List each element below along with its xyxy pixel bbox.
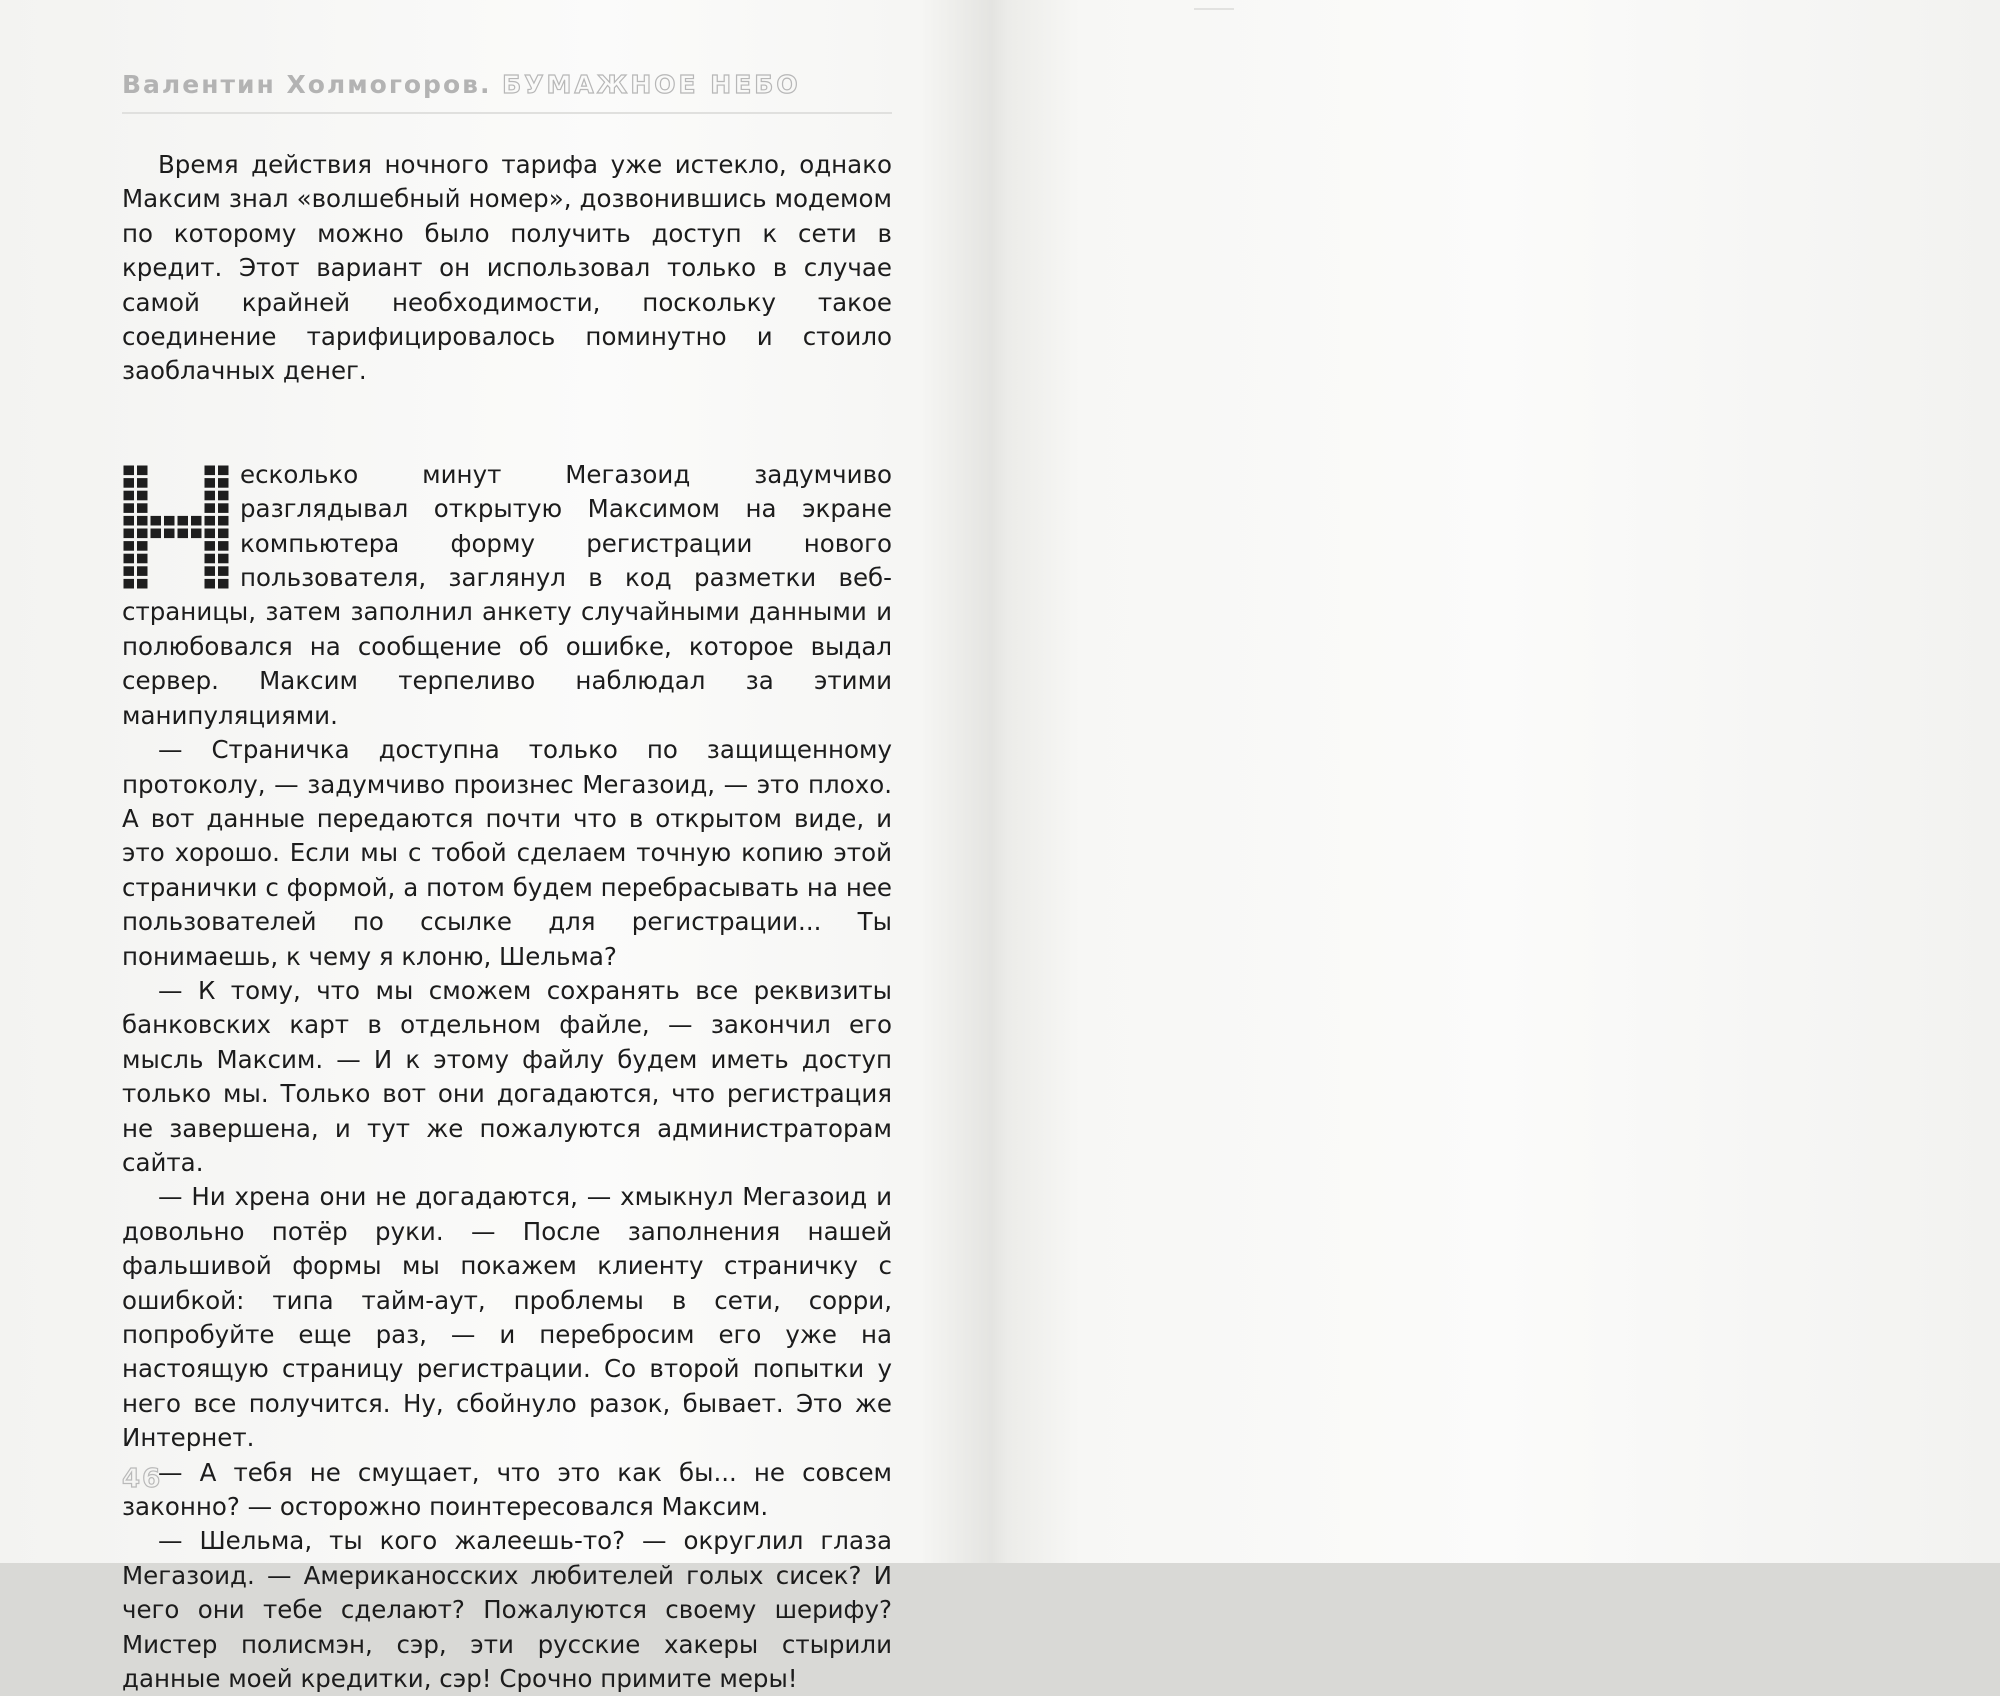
drop-cap-pixel [124,579,135,589]
drop-cap-pixel [178,516,189,526]
drop-cap-pixel [178,528,189,538]
drop-cap-pixel [124,516,135,526]
drop-cap-pixel [137,528,148,538]
drop-cap-pixel [191,528,202,538]
drop-cap-pixel [218,465,229,475]
dialogue-paragraph: — Шельма, ты кого жалеешь-то? — округлил глаза Мегазоид. — Американосских любителей голых сисек? И чего они тебе сделают? Пожалуются своему шерифу? Мистер полисмэн, сэр, эти русские хакеры стырили данные моей кредитки, сэр! Срочно примите меры! [122,1526,892,1694]
drop-cap-pixel [151,528,162,538]
left-running-header [122,70,892,114]
drop-cap-pixel [137,541,148,551]
drop-cap-pixel [205,528,216,538]
drop-cap-pixel [124,491,135,501]
drop-cap-pixel [164,528,175,538]
drop-cap-pixel [124,528,135,538]
header-author: Валентин Холмогоров. [122,70,492,99]
drop-cap-pixel [151,516,162,526]
dialogue-paragraph: — Ни хрена они не догадаются, — хмыкнул Мегазоид и довольно потёр руки. — После заполнения нашей фальшивой формы мы покажем клиенту страничку с ошибкой: типа тайм-аут, проблемы в сети, сорри, попробуйте еще раз, — и перебросим его уже на настоящую страницу регистрации. Со второй попытки у него все получится. Ну, сбойнуло разок, бывает. Это же Интернет. [122,1182,892,1453]
drop-cap-pixel [137,465,148,475]
left-text-column [122,148,892,1696]
dialogue-paragraph: — К тому, что мы сможем сохранять все реквизиты банковских карт в отдельном файле, — закончил его мысль Максим. — И к этому файлу будем иметь доступ только мы. Только вот они догадаются, что регистрация не завершена, и тут же пожалуются администраторам сайта. [122,975,892,1177]
drop-cap-pixel [124,566,135,576]
drop-cap-pixel [137,566,148,576]
drop-cap-pixel [205,465,216,475]
drop-cap-pixel [191,516,202,526]
drop-cap-pixel [218,528,229,538]
drop-cap-pixel [218,478,229,488]
drop-cap-pixel [218,566,229,576]
drop-cap-n [122,464,230,590]
section-paragraph: есколько минут Мегазоид задумчиво разглядывал открытую Максимом на экране компьютера форму регистрации нового пользователя, заглянул в код разметки веб-страницы, затем заполнил анкету случайными данными и полюбовался на сообщение об ошибке, которое выдал сервер. Максим терпеливо наблюдал за этими манипуляциями. [122,459,892,730]
dialogue-paragraph: — А тебя не смущает, что это как бы... не совсем законно? — осторожно поинтересовался Максим. [122,1457,892,1522]
drop-cap-pixel [164,516,175,526]
drop-cap-pixel [137,516,148,526]
header-book-title: БУМАЖНОЕ НЕБО [502,70,801,99]
drop-cap-pixel [137,554,148,564]
drop-cap-pixel [218,579,229,589]
drop-cap-pixel [218,554,229,564]
right-page [1000,0,2000,1563]
drop-cap-pixel [124,541,135,551]
drop-cap-pixel [205,491,216,501]
section-gap [122,389,892,458]
pixel-letter-n-icon [122,464,230,590]
left-dialogue [122,733,892,1696]
drop-cap-pixel [205,516,216,526]
drop-cap-pixel [205,554,216,564]
drop-cap-pixel [218,491,229,501]
drop-cap-pixel [205,478,216,488]
left-page [0,0,1000,1694]
dialogue-paragraph: — Страничка доступна только по защищенному протоколу, — задумчиво произнес Мегазоид, — это плохо. А вот данные передаются почти что в открытом виде, и это хорошо. Если мы с тобой сделаем точную копию этой странички с формой, а потом будем перебрасывать на нее пользователей по ссылке для регистрации... Ты понимаешь, к чему я клоню, Шельма? [122,735,892,971]
drop-cap-pixel [137,503,148,513]
drop-cap-pixel [205,541,216,551]
drop-cap-pixel [137,579,148,589]
drop-cap-pixel [218,516,229,526]
drop-cap-pixel [205,503,216,513]
drop-cap-pixel [205,579,216,589]
drop-cap-pixel [124,465,135,475]
drop-cap-pixel [205,566,216,576]
drop-cap-pixel [137,478,148,488]
drop-cap-pixel [124,554,135,564]
drop-cap-pixel [218,503,229,513]
drop-cap-pixel [124,478,135,488]
drop-cap-pixel [124,503,135,513]
intro-paragraph: Время действия ночного тарифа уже истекло, однако Максим знал «волшебный номер», дозвонившись модемом по которому можно было получить доступ к сети в кредит. Этот вариант он использовал только в случае самой крайней необходимости, поскольку такое соединение тарифицировалось поминутно и стоило заоблачных денег. [122,150,892,386]
drop-cap-pixel [218,541,229,551]
drop-cap-pixel [137,491,148,501]
left-page-number: 46 [122,1464,163,1494]
